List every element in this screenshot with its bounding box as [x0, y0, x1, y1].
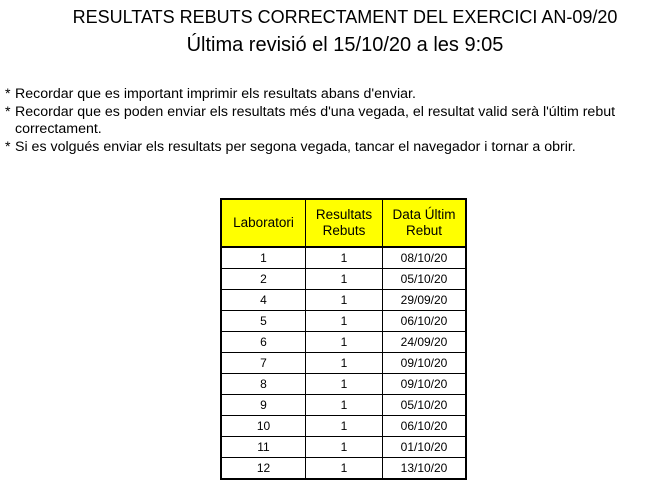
note-bullet: *: [5, 86, 11, 102]
header-laboratori: Laboratori: [221, 199, 306, 247]
table-row: [221, 247, 466, 269]
cell-data: 05/10/20: [383, 269, 467, 290]
cell-data: 24/09/20: [383, 332, 467, 353]
page-title: RESULTATS REBUTS CORRECTAMENT DEL EXERCICI AN-09/20: [72, 7, 618, 27]
notes-list: [5, 86, 655, 156]
cell-laboratori: 12: [221, 458, 306, 480]
header-resultats-rebuts: Resultats Rebuts: [306, 199, 383, 247]
cell-resultats: 1: [306, 458, 383, 480]
cell-laboratori: 9: [221, 395, 306, 416]
cell-data: 08/10/20: [383, 247, 467, 269]
cell-resultats: 1: [306, 247, 383, 269]
note-text: Si es volgués enviar els resultats per segona vegada, tancar el navegador i tornar a obrir.: [15, 138, 576, 155]
table-row: [221, 437, 466, 458]
cell-data: 09/10/20: [383, 374, 467, 395]
table-body: [221, 247, 466, 479]
table-row: [221, 290, 466, 311]
cell-laboratori: 1: [221, 247, 306, 269]
cell-resultats: 1: [306, 395, 383, 416]
cell-laboratori: 2: [221, 269, 306, 290]
table-row: [221, 353, 466, 374]
table-row: [221, 374, 466, 395]
note-item: [5, 139, 655, 157]
cell-laboratori: 7: [221, 353, 306, 374]
cell-resultats: 1: [306, 374, 383, 395]
cell-resultats: 1: [306, 269, 383, 290]
cell-laboratori: 6: [221, 332, 306, 353]
cell-resultats: 1: [306, 332, 383, 353]
results-table: [220, 198, 467, 480]
cell-data: 06/10/20: [383, 416, 467, 437]
table-row: [221, 416, 466, 437]
cell-resultats: 1: [306, 311, 383, 332]
cell-laboratori: 8: [221, 374, 306, 395]
table-header-row: [221, 199, 466, 247]
cell-resultats: 1: [306, 290, 383, 311]
cell-laboratori: 11: [221, 437, 306, 458]
table-row: [221, 311, 466, 332]
header-data-ultim-rebut: Data Últim Rebut: [383, 199, 467, 247]
cell-data: 09/10/20: [383, 353, 467, 374]
table-row: [221, 458, 466, 480]
table-row: [221, 395, 466, 416]
cell-laboratori: 5: [221, 311, 306, 332]
cell-laboratori: 4: [221, 290, 306, 311]
note-text: Recordar que es poden enviar els resultats més d'una vegada, el resultat valid serà l'últim rebut correctament.: [15, 103, 616, 137]
cell-data: 13/10/20: [383, 458, 467, 480]
cell-data: 06/10/20: [383, 311, 467, 332]
note-bullet: *: [5, 138, 11, 155]
cell-resultats: 1: [306, 353, 383, 374]
cell-data: 01/10/20: [383, 437, 467, 458]
note-item: [5, 104, 655, 139]
note-bullet: *: [5, 103, 11, 120]
note-text: Recordar que es important imprimir els resultats abans d'enviar.: [15, 86, 416, 102]
cell-data: 05/10/20: [383, 395, 467, 416]
revision-date: Última revisió el 15/10/20 a les 9:05: [186, 34, 504, 56]
table-row: [221, 269, 466, 290]
cell-resultats: 1: [306, 416, 383, 437]
cell-resultats: 1: [306, 437, 383, 458]
note-item: [5, 86, 655, 104]
cell-data: 29/09/20: [383, 290, 467, 311]
table-row: [221, 332, 466, 353]
cell-laboratori: 10: [221, 416, 306, 437]
